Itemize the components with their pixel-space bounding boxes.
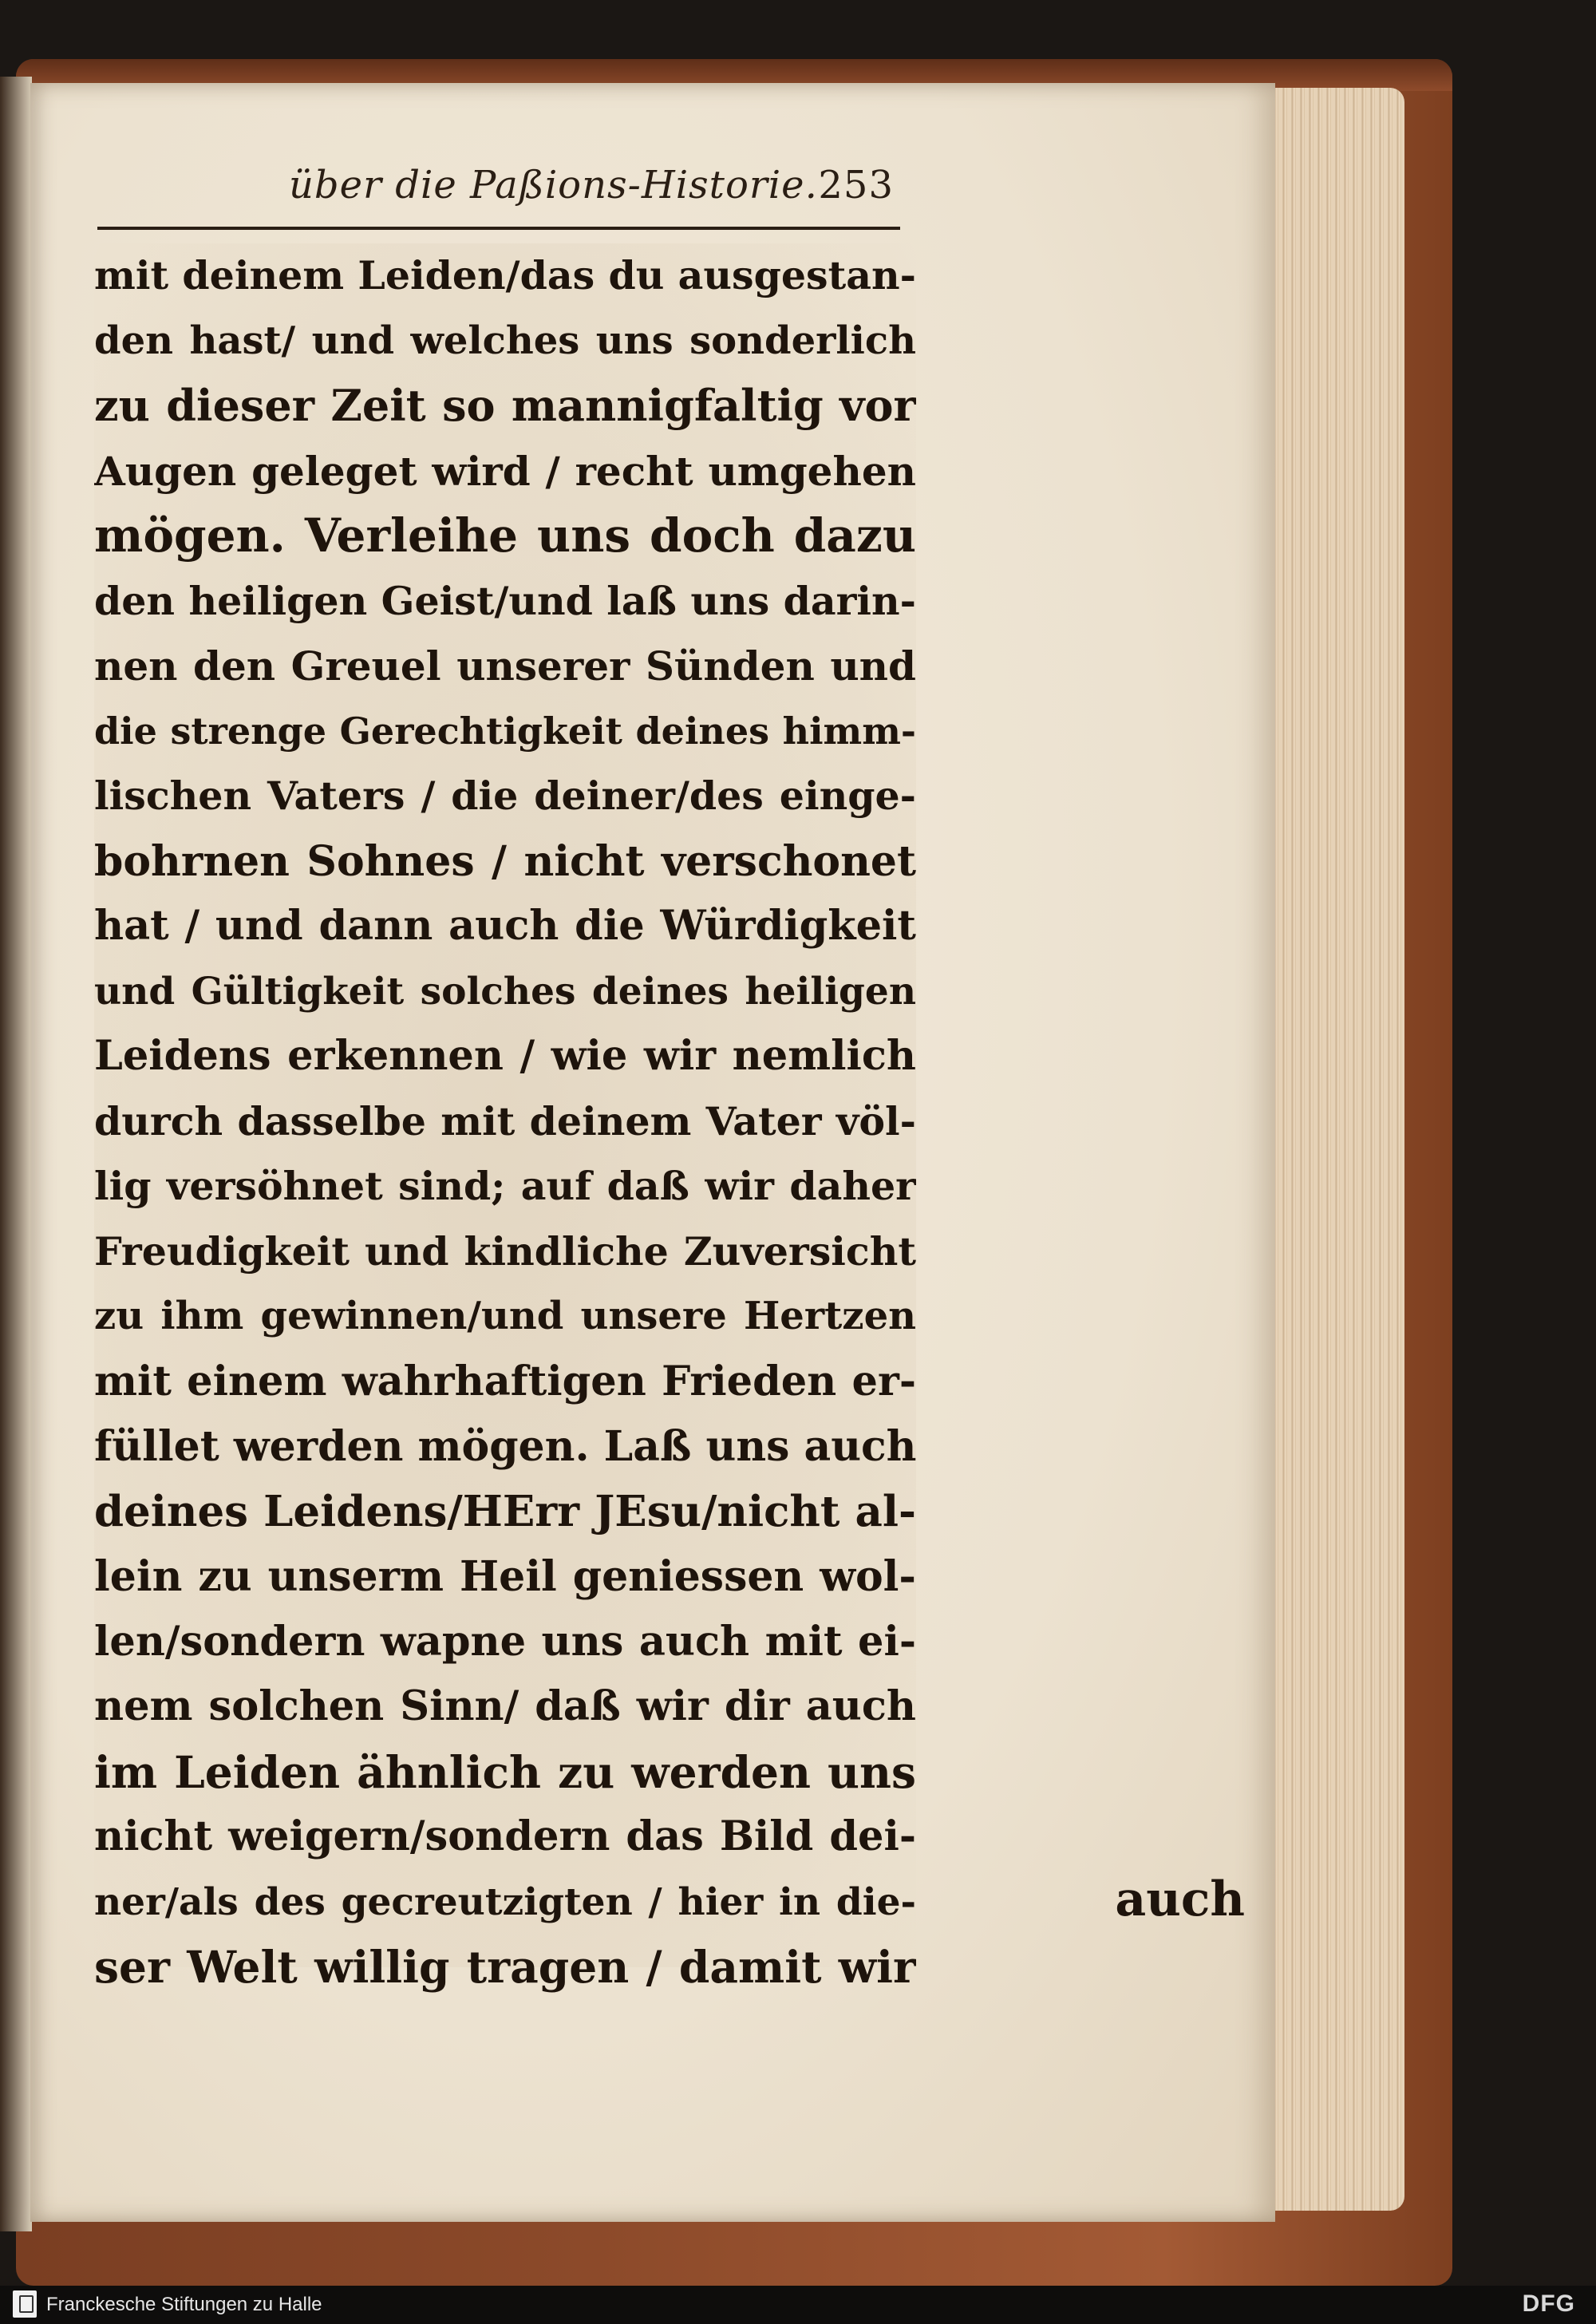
institution-logo-icon: [13, 2290, 37, 2318]
funder-logo: DFG: [1522, 2290, 1575, 2317]
running-head: [209, 158, 894, 214]
text-line: die strenge Gerechtigkeit deines himm-: [94, 709, 916, 753]
page-number: 253: [818, 163, 894, 208]
text-line: mögen. Verleihe uns doch dazu: [94, 508, 916, 563]
text-line: zu dieser Zeit so mannigfaltig vor: [94, 380, 916, 431]
facing-page-edge: [0, 77, 32, 2231]
text-line: den hast/ und welches uns sonderlich: [94, 318, 916, 363]
text-line: deines Leidens/HErr JEsu/nicht al-: [94, 1486, 916, 1536]
text-line: den heiligen Geist/und laß uns darin-: [94, 577, 916, 624]
text-line: mit deinem Leiden/das du ausgestan-: [94, 252, 916, 298]
page-stack-edge: [1261, 88, 1404, 2211]
institution-name: Franckesche Stiftungen zu Halle: [46, 2294, 322, 2315]
text-line: Augen geleget wird / recht umgehen: [94, 447, 916, 495]
text-line: mit einem wahrhaftigen Frieden er-: [94, 1357, 916, 1405]
text-line: lischen Vaters / die deiner/des einge-: [94, 773, 916, 819]
header-rule: [97, 227, 900, 230]
running-title: über die Paßions-Historie.: [289, 163, 818, 208]
text-line: nen den Greuel unserer Sünden und: [94, 642, 916, 690]
body-text: [94, 243, 916, 1993]
catchword: auch: [1115, 1871, 1245, 1927]
text-line: nem solchen Sinn/ daß wir dir auch: [94, 1682, 916, 1730]
text-line: nicht weigern/sondern das Bild dei-: [94, 1812, 916, 1860]
text-line: durch dasselbe mit deinem Vater völ-: [94, 1097, 916, 1144]
text-line: Freudigkeit und kindliche Zuversicht: [94, 1227, 916, 1275]
text-line: und Gültigkeit solches deines heiligen: [94, 969, 916, 1014]
text-line: ner/als des gecreutzigten / hier in die-: [94, 1879, 916, 1924]
text-line: im Leiden ähnlich zu werden uns: [94, 1745, 916, 1798]
text-line: lein zu unserm Heil geniessen wol-: [94, 1552, 916, 1601]
text-line: bohrnen Sohnes / nicht verschonet: [94, 836, 916, 886]
text-line: füllet werden mögen. Laß uns auch: [94, 1422, 916, 1471]
text-line: len/sondern wapne uns auch mit ei-: [94, 1617, 916, 1666]
text-line: ser Welt willig tragen / damit wir: [94, 1941, 916, 1993]
text-line: Leidens erkennen / wie wir nemlich: [94, 1032, 916, 1080]
text-line: lig versöhnet sind; auf daß wir daher: [94, 1163, 916, 1209]
text-line: hat / und dann auch die Würdigkeit: [94, 902, 916, 950]
text-line: zu ihm gewinnen/und unsere Hertzen: [94, 1294, 916, 1338]
